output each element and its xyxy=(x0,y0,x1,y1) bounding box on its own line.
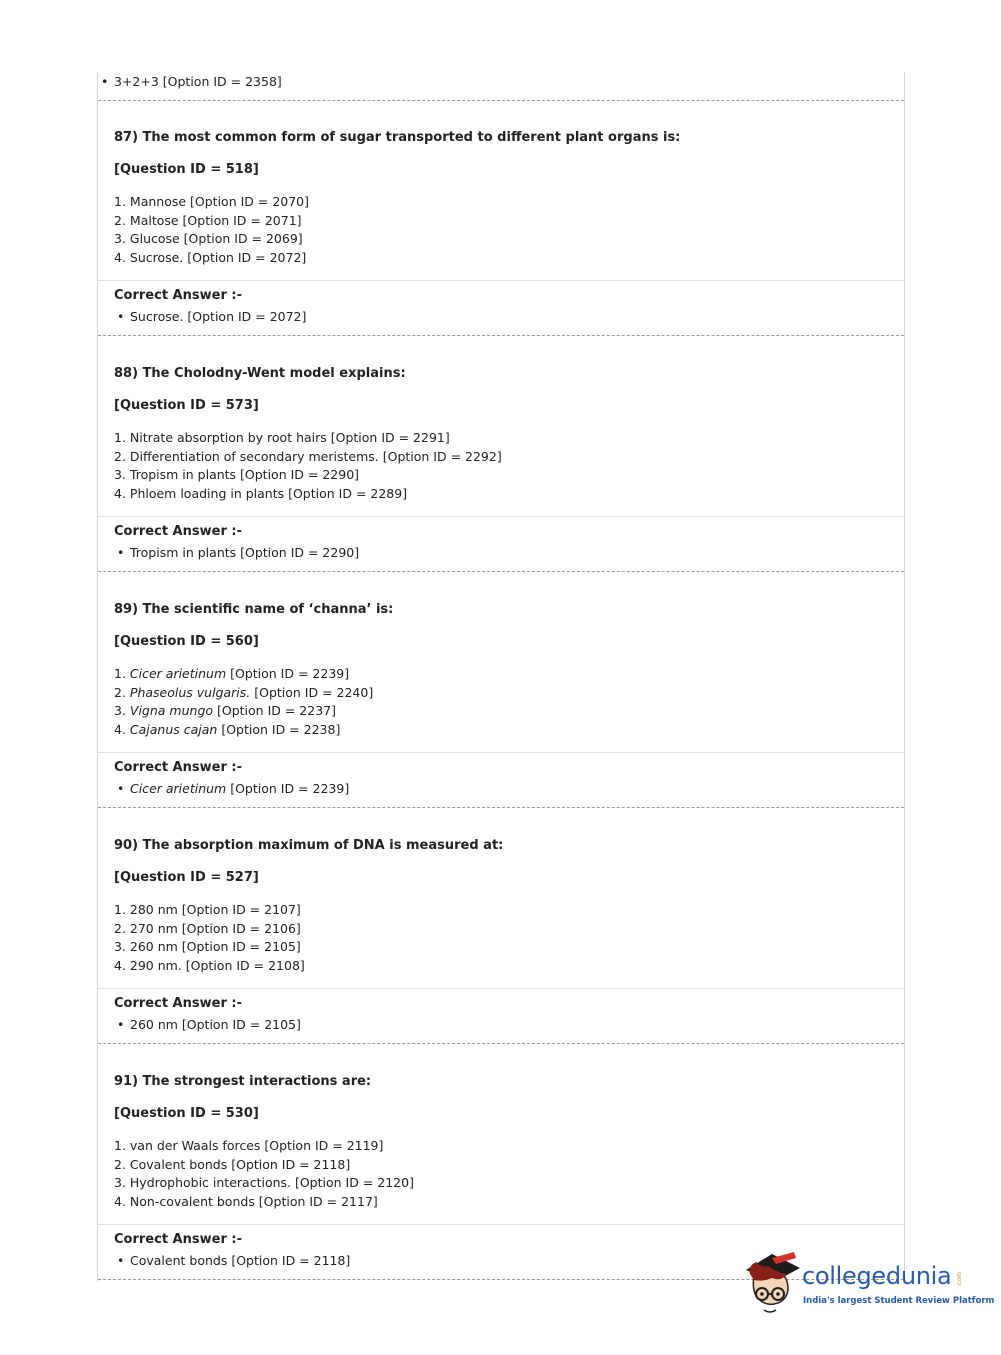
previous-answer: • 3+2+3 [Option ID = 2358] xyxy=(114,74,282,89)
correct-answer-italic: Cicer arietinum xyxy=(130,781,227,796)
logo-tagline: India's largest Student Review Platform xyxy=(803,1296,995,1306)
question-page xyxy=(97,72,905,1282)
logo-domain-suffix: .com xyxy=(956,1272,963,1287)
option-number: 4. xyxy=(114,957,130,973)
option-list xyxy=(114,193,309,267)
option-number: 2. xyxy=(114,1156,130,1172)
question-title: 89) The scientific name of ‘channa’ is: xyxy=(114,602,394,617)
option-number: 3. xyxy=(114,467,130,482)
correct-answer-block xyxy=(98,516,904,572)
correct-answer-value xyxy=(130,781,349,796)
option-item xyxy=(114,212,309,231)
question-body xyxy=(98,1044,904,1225)
option-list xyxy=(114,901,305,975)
option-number: 1. xyxy=(114,666,130,681)
correct-answer-value xyxy=(130,1017,301,1032)
option-italic-name: Vigna mungo xyxy=(129,703,214,718)
question-body xyxy=(98,572,904,753)
question-title: 90) The absorption maximum of DNA is measured at: xyxy=(114,838,504,853)
option-number: 3. xyxy=(114,703,130,718)
question-body xyxy=(98,100,904,281)
option-text: 280 nm [Option ID = 2107] xyxy=(129,902,301,917)
correct-answer-value xyxy=(130,545,359,560)
option-item xyxy=(114,684,373,703)
question-id: [Question ID = 527] xyxy=(114,870,259,885)
option-item xyxy=(114,485,502,504)
option-text: Sucrose. [Option ID = 2072] xyxy=(129,249,307,265)
option-number: 2. xyxy=(114,212,130,228)
option-item xyxy=(114,702,373,721)
question-body xyxy=(98,808,904,989)
question-id: [Question ID = 573] xyxy=(114,398,259,413)
option-item xyxy=(114,230,309,249)
option-item xyxy=(114,1156,414,1175)
question-block xyxy=(98,100,904,336)
option-text: [Option ID = 2238] xyxy=(217,721,341,737)
option-list xyxy=(114,665,373,739)
option-item xyxy=(114,665,373,684)
option-text: Phloem loading in plants [Option ID = 2289] xyxy=(129,485,408,501)
correct-answer-text: [Option ID = 2239] xyxy=(226,781,350,796)
correct-answer-text: Sucrose. [Option ID = 2072] xyxy=(130,309,307,324)
option-text: Glucose [Option ID = 2069] xyxy=(129,231,303,246)
option-item xyxy=(114,938,305,957)
option-italic-name: Cajanus cajan xyxy=(129,721,218,737)
option-number: 3. xyxy=(114,939,130,954)
option-item xyxy=(114,901,305,920)
option-number: 2. xyxy=(114,448,130,464)
question-block xyxy=(98,572,904,808)
option-number: 1. xyxy=(114,194,130,209)
question-block xyxy=(98,1044,904,1280)
option-text: Tropism in plants [Option ID = 2290] xyxy=(129,467,360,482)
option-item xyxy=(114,920,305,939)
option-number: 2. xyxy=(114,920,130,936)
option-text: [Option ID = 2239] xyxy=(226,666,350,681)
logo-wordmark: collegedunia xyxy=(802,1262,952,1290)
question-id: [Question ID = 530] xyxy=(114,1106,259,1121)
option-text: Mannose [Option ID = 2070] xyxy=(129,194,310,209)
question-block xyxy=(98,336,904,572)
correct-answer-label: Correct Answer :- xyxy=(114,996,242,1011)
option-list xyxy=(114,429,502,503)
option-number: 2. xyxy=(114,684,130,700)
option-italic-name: Phaseolus vulgaris. xyxy=(129,684,251,700)
option-number: 4. xyxy=(114,1193,130,1209)
option-number: 4. xyxy=(114,485,130,501)
question-id: [Question ID = 560] xyxy=(114,634,259,649)
option-number: 3. xyxy=(114,1175,130,1190)
option-item xyxy=(114,466,502,485)
option-text: [Option ID = 2237] xyxy=(213,703,336,718)
collegedunia-logo xyxy=(742,1248,995,1320)
option-item xyxy=(114,1174,414,1193)
option-item xyxy=(114,249,309,268)
correct-answer-text: Tropism in plants [Option ID = 2290] xyxy=(130,545,360,560)
option-text: van der Waals forces [Option ID = 2119] xyxy=(129,1138,384,1153)
correct-answer-text: 260 nm [Option ID = 2105] xyxy=(130,1017,301,1032)
correct-answer-block xyxy=(98,988,904,1044)
correct-answer-text: Covalent bonds [Option ID = 2118] xyxy=(130,1253,351,1268)
option-item xyxy=(114,957,305,976)
correct-answer-value xyxy=(130,309,306,324)
previous-answer-block xyxy=(98,72,904,101)
option-text: 270 nm [Option ID = 2106] xyxy=(129,920,301,936)
option-text: 260 nm [Option ID = 2105] xyxy=(129,939,301,954)
correct-answer-value xyxy=(130,1253,350,1268)
correct-answer-label: Correct Answer :- xyxy=(114,524,242,539)
option-item xyxy=(114,1193,414,1212)
option-item xyxy=(114,448,502,467)
option-text: 290 nm. [Option ID = 2108] xyxy=(129,957,305,973)
graduate-mascot-icon xyxy=(742,1248,804,1320)
option-item xyxy=(114,721,373,740)
option-number: 1. xyxy=(114,430,130,445)
option-number: 1. xyxy=(114,1138,130,1153)
option-number: 3. xyxy=(114,231,130,246)
correct-answer-label: Correct Answer :- xyxy=(114,1232,242,1247)
question-title: 91) The strongest interactions are: xyxy=(114,1074,372,1089)
option-italic-name: Cicer arietinum xyxy=(129,666,227,681)
option-list xyxy=(114,1137,414,1211)
question-id: [Question ID = 518] xyxy=(114,162,259,177)
question-title: 87) The most common form of sugar transported to different plant organs is: xyxy=(114,130,681,145)
option-text: Covalent bonds [Option ID = 2118] xyxy=(129,1156,351,1172)
option-number: 4. xyxy=(114,721,130,737)
correct-answer-block xyxy=(98,280,904,336)
option-text: Differentiation of secondary meristems. [Option ID = 2292] xyxy=(129,448,502,464)
correct-answer-block xyxy=(98,752,904,808)
option-item xyxy=(114,193,309,212)
option-number: 4. xyxy=(114,249,130,265)
correct-answer-label: Correct Answer :- xyxy=(114,760,242,775)
question-body xyxy=(98,336,904,517)
correct-answer-label: Correct Answer :- xyxy=(114,288,242,303)
option-text: Hydrophobic interactions. [Option ID = 2120] xyxy=(129,1175,414,1190)
option-number: 1. xyxy=(114,902,130,917)
option-item xyxy=(114,1137,414,1156)
option-item xyxy=(114,429,502,448)
option-text: Maltose [Option ID = 2071] xyxy=(129,212,302,228)
question-block xyxy=(98,808,904,1044)
question-title: 88) The Cholodny-Went model explains: xyxy=(114,366,406,381)
option-text: Nitrate absorption by root hairs [Option ID = 2291] xyxy=(129,430,450,445)
option-text: [Option ID = 2240] xyxy=(250,684,374,700)
option-text: Non-covalent bonds [Option ID = 2117] xyxy=(129,1193,378,1209)
